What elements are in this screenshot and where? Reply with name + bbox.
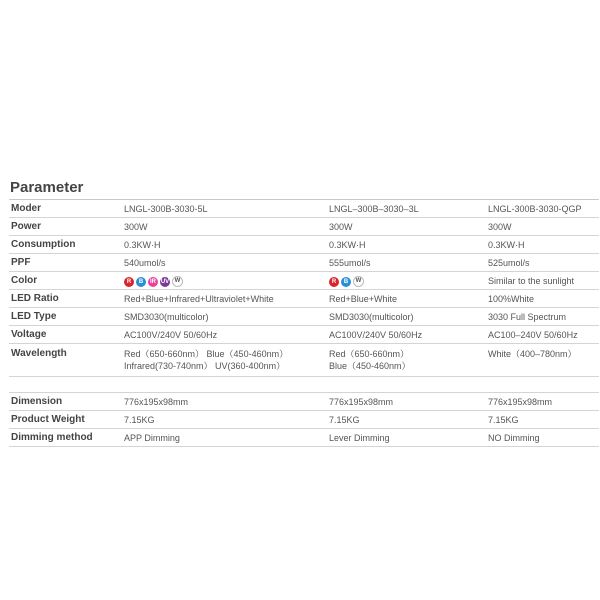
cell-value: 7.15KG [122,411,327,429]
row-led-type [9,308,599,326]
row-product-weight [9,411,599,429]
cell-value: SMD3030(multicolor) [122,308,327,326]
cell-value: 0.3KW·H [122,236,327,254]
cell-value: 300W [327,218,486,236]
cell-value: Similar to the sunlight [486,272,599,290]
cell-value: 776x195x98mm [327,393,486,411]
red-led-icon: R [329,277,339,287]
cell-value: LNGL–300B–3030–3L [327,200,486,218]
cell-value: SMD3030(multicolor) [327,308,486,326]
cell-value: 776x195x98mm [122,393,327,411]
color-badges-cell [122,272,327,290]
white-led-icon: W [172,276,183,287]
row-spacer [9,377,599,393]
row-label: Product Weight [9,411,122,429]
spacer-cell [486,377,599,393]
page-title: Parameter [10,179,84,196]
cell-value: AC100V/240V 50/60Hz [122,326,327,344]
spacer-cell [9,377,122,393]
cell-value: 7.15KG [327,411,486,429]
cell-value: 0.3KW·H [486,236,599,254]
row-label: Color [9,272,122,290]
cell-value: 525umol/s [486,254,599,272]
cell-value: 3030 Full Spectrum [486,308,599,326]
row-label: LED Ratio [9,290,122,308]
cell-value: 7.15KG [486,411,599,429]
row-color [9,272,599,290]
spacer-cell [122,377,327,393]
cell-value [122,344,327,377]
cell-value: 0.3KW·H [327,236,486,254]
cell-value: LNGL-300B-3030-5L [122,200,327,218]
ultraviolet-led-icon: UV [160,278,170,285]
cell-value: 300W [486,218,599,236]
row-label: Power [9,218,122,236]
row-label: Consumption [9,236,122,254]
row-power [9,218,599,236]
cell-value: Red+Blue+Infrared+Ultraviolet+White [122,290,327,308]
cell-value: Lever Dimming [327,429,486,447]
cell-value: 300W [122,218,327,236]
row-dimension [9,393,599,411]
cell-value: 776x195x98mm [486,393,599,411]
row-dimming-method [9,429,599,447]
cell-value: Red+Blue+White [327,290,486,308]
cell-value: AC100–240V 50/60Hz [486,326,599,344]
row-led-ratio [9,290,599,308]
parameter-table [9,199,599,447]
cell-value [327,344,486,377]
cell-value: 540umol/s [122,254,327,272]
cell-value: APP Dimming [122,429,327,447]
row-label: Dimension [9,393,122,411]
red-led-icon: R [124,277,134,287]
wavelength-line: Red（650-660nm） Blue（450-460nm） [124,349,289,360]
spacer-cell [327,377,486,393]
row-label: PPF [9,254,122,272]
row-model [9,200,599,218]
cell-value: LNGL-300B-3030-QGP [486,200,599,218]
row-label: Voltage [9,326,122,344]
blue-led-icon: B [341,277,351,287]
row-consumption [9,236,599,254]
color-badges-cell [327,272,486,290]
row-label: Wavelength [9,344,122,377]
infrared-led-icon: IR [150,278,156,285]
wavelength-line: Red（650-660nm） [329,349,410,360]
row-label: Dimming method [9,429,122,447]
cell-value: White（400–780nm） [486,344,599,377]
cell-value: 555umol/s [327,254,486,272]
wavelength-line: Infrared(730-740nm） UV(360-400nm） [124,361,286,372]
row-label: LED Type [9,308,122,326]
row-voltage [9,326,599,344]
cell-value: 100%White [486,290,599,308]
wavelength-line: Blue（450-460nm） [329,361,411,372]
cell-value: AC100V/240V 50/60Hz [327,326,486,344]
row-ppf [9,254,599,272]
blue-led-icon: B [136,277,146,287]
cell-value: NO Dimming [486,429,599,447]
white-led-icon: W [353,276,364,287]
row-label: Moder [9,200,122,218]
row-wavelength [9,344,599,377]
